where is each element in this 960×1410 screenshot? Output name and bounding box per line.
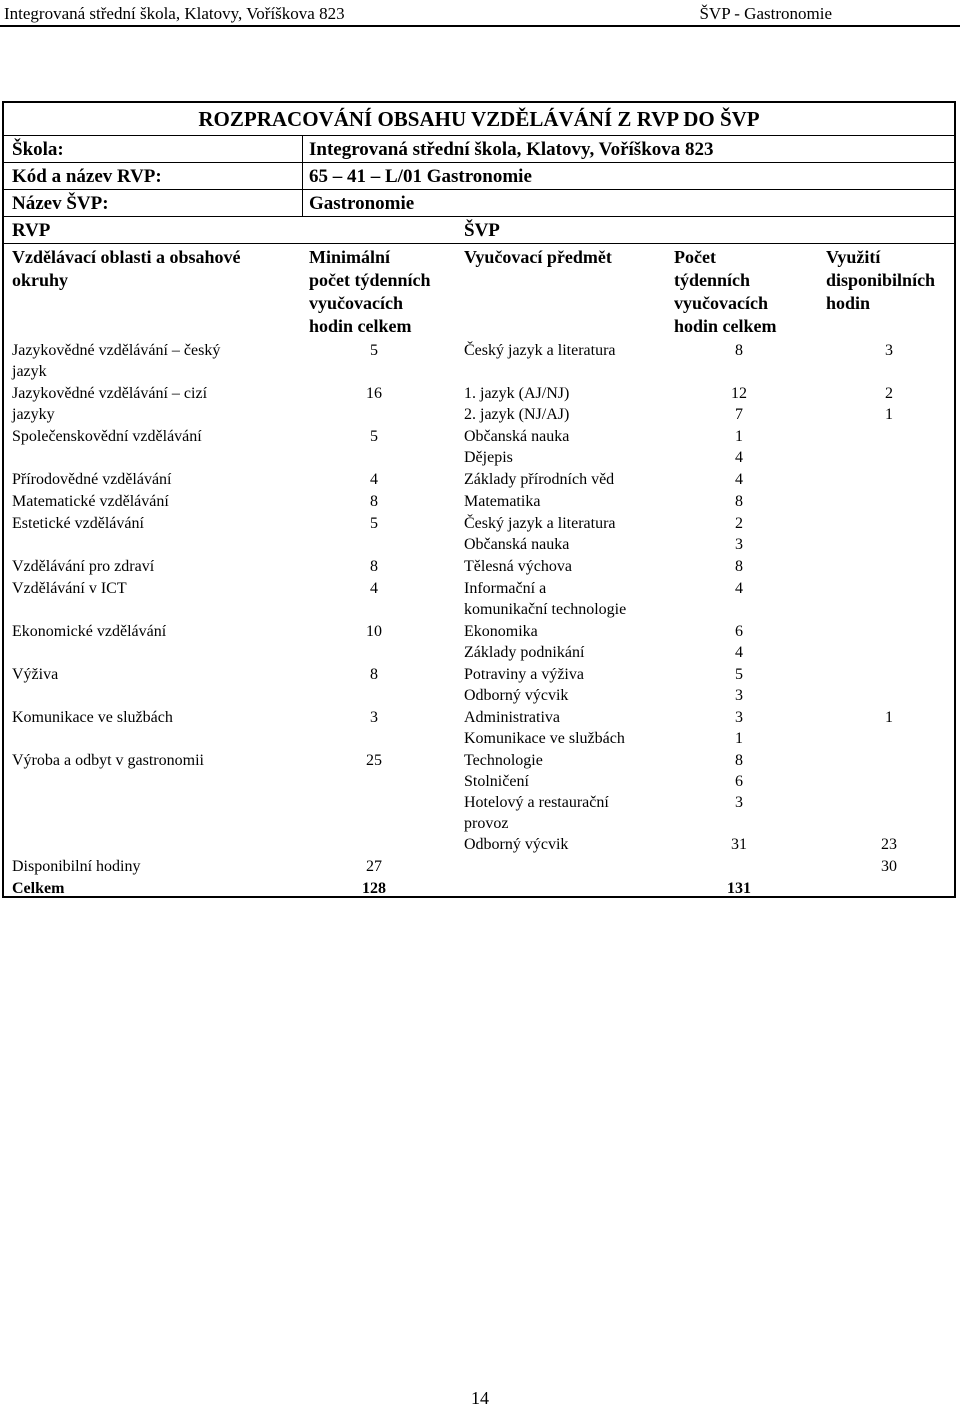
row-min-hours: 5: [370, 342, 378, 359]
row-subject: Matematika: [464, 493, 541, 510]
row-subject-hours: 31: [731, 836, 747, 853]
row-subject-hours: 3: [735, 536, 743, 553]
col-header-hours: týdenních: [674, 270, 751, 290]
curriculum-table: [2, 101, 956, 898]
row-subject-hours: 1: [735, 730, 743, 747]
col-header-hours: vyučovacích: [674, 293, 768, 313]
col-header-min: hodin celkem: [309, 316, 412, 336]
row-min-hours: 8: [370, 558, 378, 575]
row-subject-hours: 4: [735, 449, 743, 466]
row-min-hours: 4: [370, 471, 378, 488]
row-subject: Ekonomika: [464, 623, 538, 640]
row-min-hours: 16: [366, 385, 382, 402]
info-value: Integrovaná střední škola, Klatovy, Voříškova 823: [309, 139, 714, 160]
row-subject-hours: 8: [735, 752, 743, 769]
row-subject: Administrativa: [464, 709, 560, 726]
col-header-disp: Využití: [826, 247, 881, 267]
col-header-area: okruhy: [12, 270, 69, 290]
row-min-hours: 8: [370, 493, 378, 510]
info-label: Název ŠVP:: [12, 193, 109, 214]
col-header-min: vyučovacích: [309, 293, 403, 313]
info-row-skola: [4, 136, 954, 163]
celkem-min: 128: [362, 880, 386, 897]
row-min-hours: 8: [370, 666, 378, 683]
info-value: 65 – 41 – L/01 Gastronomie: [309, 166, 532, 187]
page-number: 14: [471, 1388, 489, 1408]
info-label: Kód a název RVP:: [12, 166, 162, 187]
row-area: jazyky: [12, 406, 55, 423]
table-title: ROZPRACOVÁNÍ OBSAHU VZDĚLÁVÁNÍ Z RVP DO ŠVP: [4, 103, 954, 136]
row-subject-hours: 8: [735, 342, 743, 359]
row-area: Estetické vzdělávání: [12, 515, 144, 532]
row-area: Vzdělávání v ICT: [12, 580, 127, 597]
row-subject-hours: 4: [735, 644, 743, 661]
row-subject: Odborný výcvik: [464, 836, 569, 853]
group-rvp: RVP: [12, 220, 51, 241]
row-min-hours: 5: [370, 428, 378, 445]
row-area: Společenskovědní vzdělávání: [12, 428, 202, 445]
row-subject: 1. jazyk (AJ/NJ): [464, 385, 570, 402]
row-min-hours: 4: [370, 580, 378, 597]
row-subject: provoz: [464, 815, 509, 832]
row-subject: Hotelový a restaurační: [464, 794, 609, 811]
col-header-hours: hodin celkem: [674, 316, 777, 336]
row-subject: komunikační technologie: [464, 601, 627, 618]
row-area: Komunikace ve službách: [12, 709, 173, 726]
row-min-hours: 5: [370, 515, 378, 532]
row-subject-hours: 3: [735, 687, 743, 704]
disponibilni-label: Disponibilní hodiny: [12, 858, 141, 875]
info-row-nazev: [4, 190, 954, 217]
row-subject-hours: 7: [735, 406, 743, 423]
col-header-area: Vzdělávací oblasti a obsahové: [12, 247, 241, 267]
row-min-hours: 3: [370, 709, 378, 726]
row-subject-hours: 2: [735, 515, 743, 532]
row-area: Vzdělávání pro zdraví: [12, 558, 155, 575]
col-header-min: Minimální: [309, 247, 391, 267]
row-subject-hours: 4: [735, 471, 743, 488]
info-row-kod: [4, 163, 954, 190]
row-subject-hours: 4: [735, 580, 743, 597]
row-subject-hours: 6: [735, 773, 743, 790]
row-area: Výroba a odbyt v gastronomii: [12, 752, 204, 769]
header-school: Integrovaná střední škola, Klatovy, Voříškova 823: [4, 4, 345, 23]
row-subject: Technologie: [464, 752, 543, 769]
row-subject: Tělesná výchova: [464, 558, 572, 575]
row-subject-hours: 6: [735, 623, 743, 640]
row-subject: 2. jazyk (NJ/AJ): [464, 406, 570, 423]
row-subject: Základy přírodních věd: [464, 471, 615, 488]
group-header-row: [4, 217, 954, 244]
row-subject: Odborný výcvik: [464, 687, 569, 704]
row-subject: Stolničení: [464, 773, 529, 790]
row-subject: Občanská nauka: [464, 428, 570, 445]
row-subject: Komunikace ve službách: [464, 730, 625, 747]
row-area: Matematické vzdělávání: [12, 493, 169, 510]
col-header-subject: Vyučovací předmět: [464, 247, 612, 267]
row-subject-hours: 8: [735, 493, 743, 510]
row-subject: Základy podnikání: [464, 644, 585, 661]
row-subject-hours: 8: [735, 558, 743, 575]
row-subject: Potraviny a výživa: [464, 666, 584, 683]
row-min-hours: 25: [366, 752, 382, 769]
row-subject-hours: 1: [735, 428, 743, 445]
col-header-hours: Počet: [674, 247, 716, 267]
row-subject: Český jazyk a literatura: [464, 515, 616, 532]
col-header-disp: disponibilních: [826, 270, 936, 290]
row-area: Jazykovědné vzdělávání – cizí: [12, 385, 208, 402]
row-disp-hours: 23: [881, 836, 897, 853]
row-subject: Informační a: [464, 580, 547, 597]
row-subject: Dějepis: [464, 449, 513, 466]
row-area: jazyk: [12, 363, 47, 380]
row-disp-hours: 1: [885, 709, 893, 726]
row-area: Přírodovědné vzdělávání: [12, 471, 172, 488]
row-min-hours: 10: [366, 623, 382, 640]
page-header: [0, 0, 960, 27]
row-area: Jazykovědné vzdělávání – český: [12, 342, 221, 359]
col-header-min: počet týdenních: [309, 270, 431, 290]
celkem-label: Celkem: [12, 880, 65, 897]
row-subject: Občanská nauka: [464, 536, 570, 553]
row-subject: Český jazyk a literatura: [464, 342, 616, 359]
disponibilni-disp: 30: [881, 858, 897, 875]
disponibilni-min: 27: [366, 858, 382, 875]
row-disp-hours: 3: [885, 342, 893, 359]
row-subject-hours: 12: [731, 385, 747, 402]
row-subject-hours: 3: [735, 794, 743, 811]
info-label: Škola:: [12, 139, 64, 160]
row-subject-hours: 5: [735, 666, 743, 683]
header-doc-title: ŠVP - Gastronomie: [699, 4, 832, 23]
group-svp: ŠVP: [464, 220, 500, 241]
row-area: Výživa: [12, 666, 59, 683]
row-subject-hours: 3: [735, 709, 743, 726]
row-area: Ekonomické vzdělávání: [12, 623, 167, 640]
row-disp-hours: 1: [885, 406, 893, 423]
celkem-hours: 131: [727, 880, 751, 897]
info-value: Gastronomie: [309, 193, 415, 214]
row-disp-hours: 2: [885, 385, 893, 402]
col-header-disp: hodin: [826, 293, 871, 313]
